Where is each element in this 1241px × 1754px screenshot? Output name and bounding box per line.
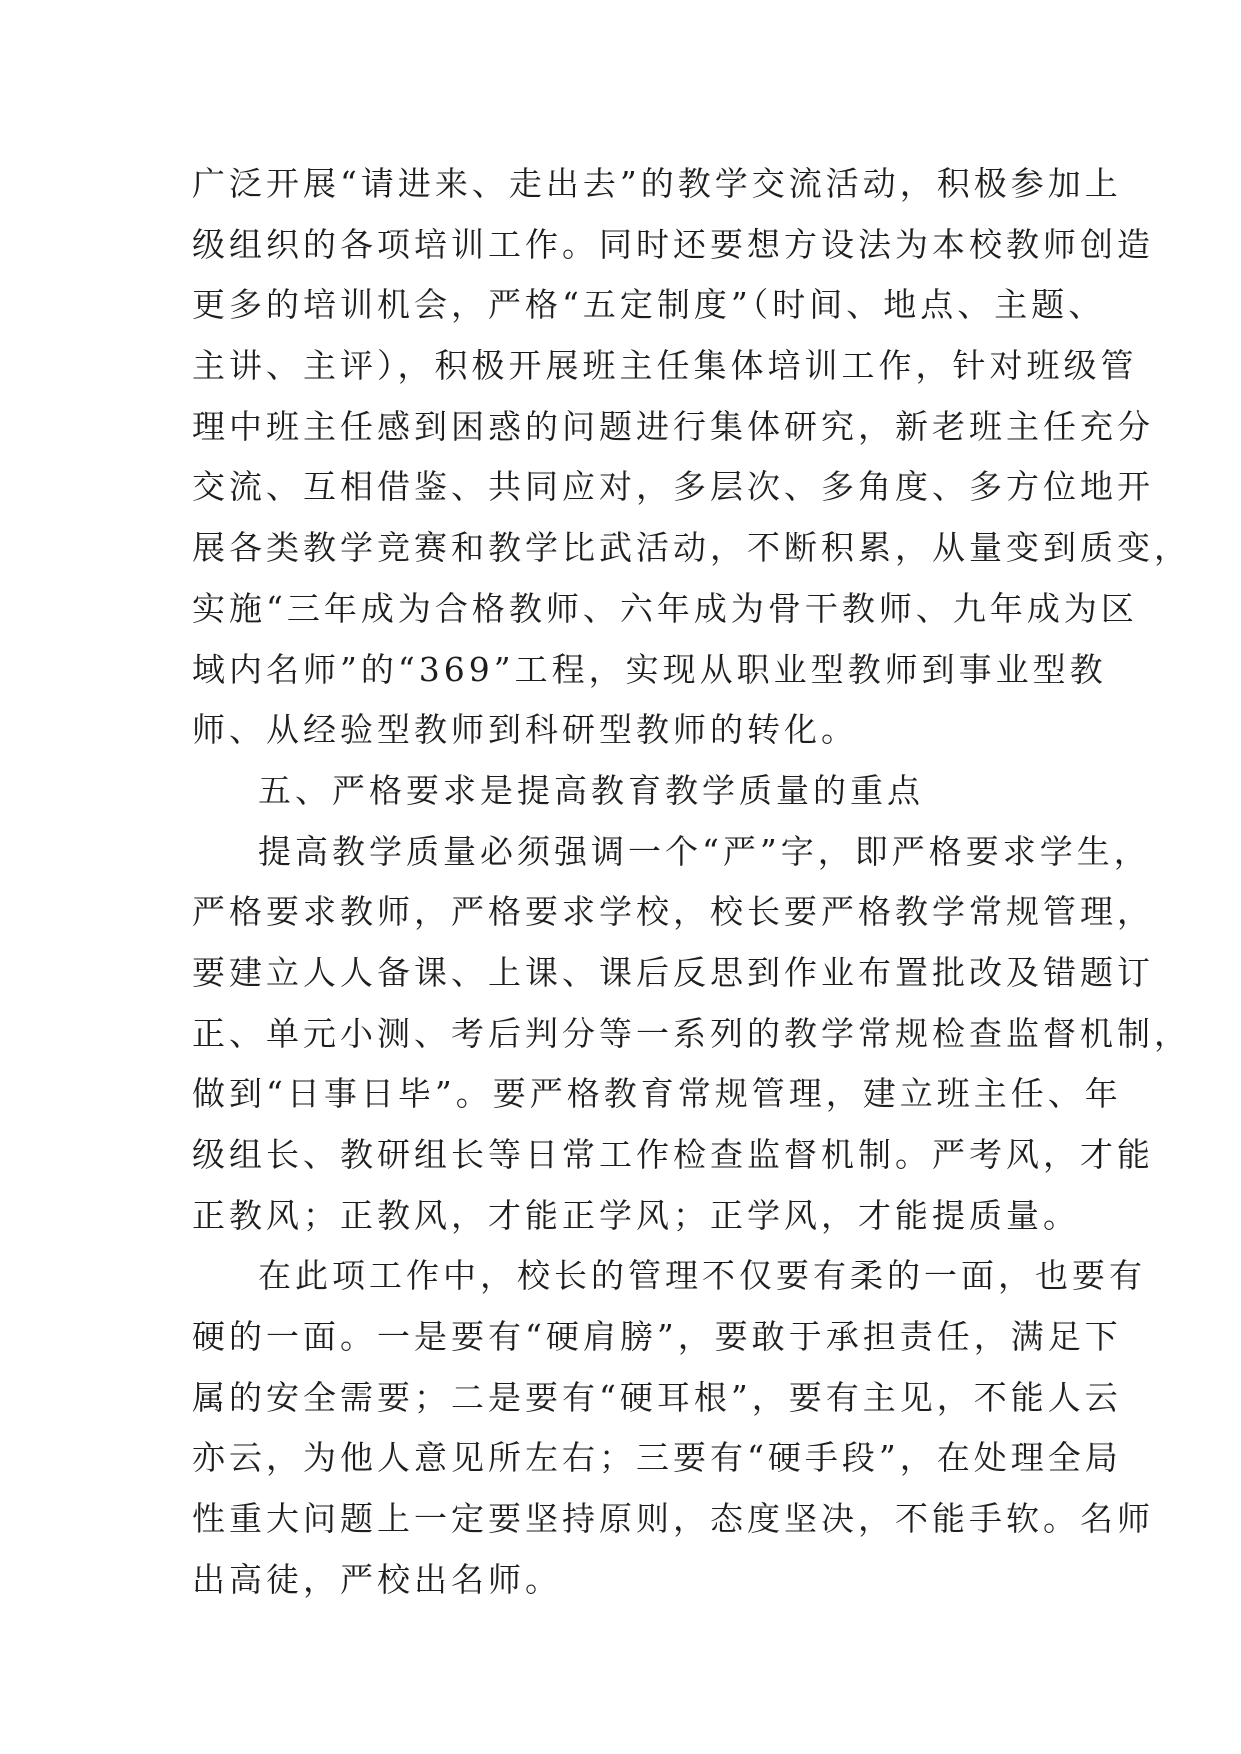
text-line: 亦云，为他人意见所左右；三要有“硬手段”，在处理全局 <box>192 1438 1122 1478</box>
text-line: 正教风；正教风，才能正学风；正学风，才能提质量。 <box>192 1195 1080 1235</box>
text-line: 属的安全需要；二是要有“硬耳根”，要有主见，不能人云 <box>192 1377 1122 1417</box>
text-line: 级组长、教研组长等日常工作检查监督机制。严考风，才能 <box>192 1135 1154 1174</box>
text-line: 理中班主任感到困惑的问题进行集体研究，新老班主任充分 <box>192 406 1154 446</box>
section-heading: 五、严格要求是提高教育教学质量的重点 <box>258 770 924 810</box>
text-line: 出高徒，严校出名师。 <box>192 1559 562 1599</box>
text-line: 严格要求教师，严格要求学校，校长要严格教学常规管理， <box>192 892 1154 932</box>
paragraph-first-line: 提高教学质量必须强调一个“严”字，即严格要求学生， <box>258 831 1151 871</box>
text-line: 更多的培训机会，严格“五定制度”（时间、地点、主题、 <box>192 285 1106 325</box>
text-line: 要建立人人备课、上课、课后反思到作业布置批改及错题订 <box>192 952 1154 992</box>
body-text <box>192 154 1191 1611</box>
text-line: 硬的一面。一是要有“硬肩膀”，要敢于承担责任，满足下 <box>192 1317 1122 1357</box>
paragraph-first-line: 在此项工作中，校长的管理不仅要有柔的一面，也要有 <box>258 1256 1146 1296</box>
text-line: 广泛开展“请进来、走出去”的教学交流活动，积极参加上 <box>192 164 1122 203</box>
text-line: 交流、互相借鉴、共同应对，多层次、多角度、多方位地开 <box>192 467 1154 507</box>
text-line: 正、单元小测、考后判分等一系列的教学常规检查监督机制， <box>192 1013 1191 1053</box>
text-line: 师、从经验型教师到科研型教师的转化。 <box>192 710 858 750</box>
text-line: 性重大问题上一定要坚持原则，态度坚决，不能手软。名师 <box>192 1499 1154 1539</box>
text-line: 做到“日事日毕”。要严格教育常规管理，建立班主任、年 <box>192 1074 1122 1114</box>
text-line: 实施“三年成为合格教师、六年成为骨干教师、九年成为区 <box>192 588 1138 628</box>
text-line: 展各类教学竞赛和教学比武活动，不断积累，从量变到质变， <box>192 528 1191 568</box>
text-line: 域内名师”的“369”工程，实现从职业型教师到事业型教 <box>192 649 1107 689</box>
text-line: 级组织的各项培训工作。同时还要想方设法为本校教师创造 <box>192 224 1154 264</box>
text-line: 主讲、主评），积极开展班主任集体培训工作，针对班级管 <box>192 346 1138 386</box>
